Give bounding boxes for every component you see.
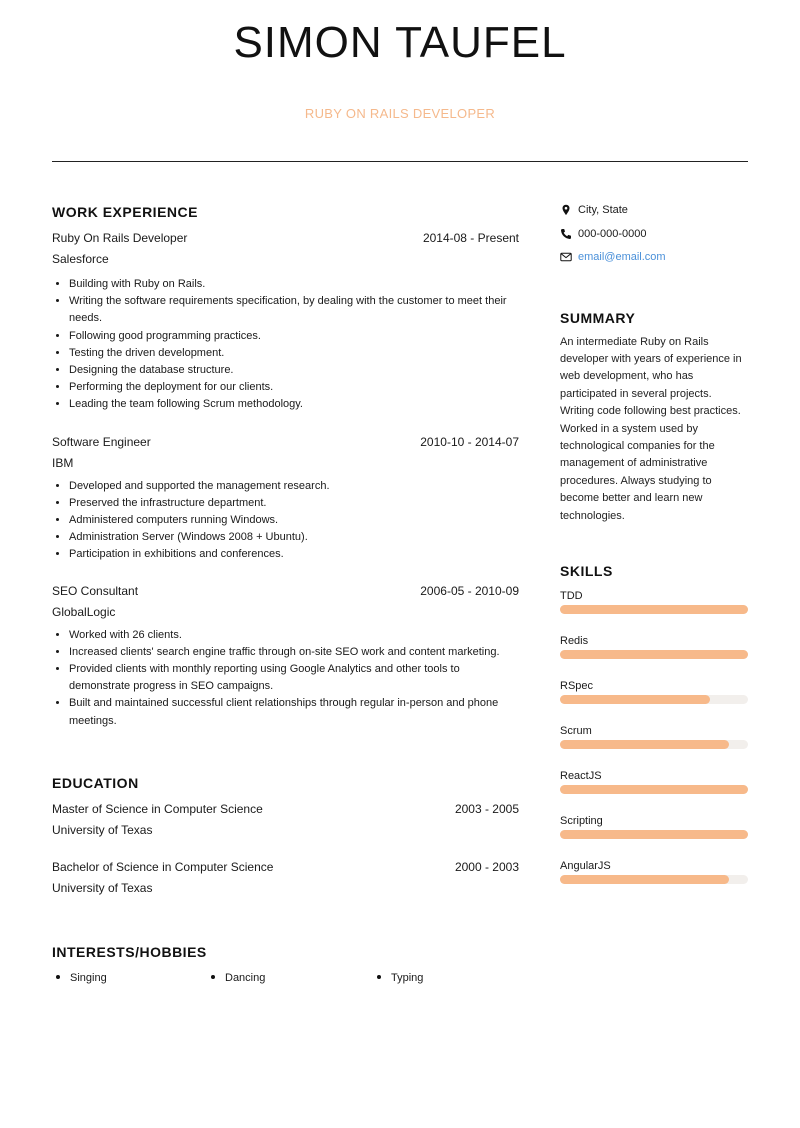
- contact-email: [560, 249, 748, 273]
- job-title: Software Engineer: [52, 434, 151, 449]
- education-entry: [52, 802, 519, 840]
- skill-item: [560, 634, 748, 679]
- job-dates: 2010-10 - 2014-07: [420, 434, 519, 449]
- bullet-dot: [377, 975, 381, 979]
- summary-heading: SUMMARY: [560, 309, 636, 326]
- skill-bar-track: [560, 695, 748, 704]
- skill-item: [560, 769, 748, 814]
- skill-bar-fill: [560, 875, 729, 884]
- degree-title: Master of Science in Computer Science: [52, 801, 263, 816]
- skill-bar-track: [560, 785, 748, 794]
- bullet-item: • Following good programming practices.: [69, 328, 519, 345]
- interest-label: Dancing: [225, 971, 266, 984]
- skill-label: Scrum: [560, 724, 592, 737]
- email-link[interactable]: email@email.com: [578, 251, 666, 263]
- location-text: City, State: [578, 204, 628, 216]
- skill-bar-fill: [560, 695, 710, 704]
- skill-label: ReactJS: [560, 769, 602, 782]
- work-experience-heading: WORK EXPERIENCE: [52, 204, 198, 220]
- job-bullets: [52, 276, 519, 414]
- bullet-item: • Designing the database structure.: [69, 362, 519, 379]
- degree-title: Bachelor of Science in Computer Science: [52, 859, 274, 874]
- bullet-item: • Built and maintained successful client relationships through regular in-person and phone meetings.: [69, 695, 519, 729]
- skill-bar-track: [560, 740, 748, 749]
- bullet-dot: [56, 975, 60, 979]
- skill-item: [560, 814, 748, 859]
- skill-label: Redis: [560, 634, 589, 647]
- skill-item: [560, 589, 748, 634]
- bullet-item: • Increased clients' search engine traffic through on-site SEO work and content marketing.: [69, 644, 519, 661]
- skills-list: [560, 589, 748, 904]
- summary-text: An intermediate Ruby on Rails developer with years of experience in web development, who has participated in several projects. Writing code following best practices. Worked in a system used by technological companies for the management of administrative procedures. Always studying to become better and learn new technologies.: [560, 335, 742, 522]
- job-entry: [52, 231, 519, 414]
- bullet-item: • Preserved the infrastructure department.: [69, 495, 519, 512]
- map-pin-icon: [560, 204, 572, 216]
- job-company: Salesforce: [52, 252, 109, 266]
- interest-label: Typing: [391, 971, 424, 984]
- job-company: IBM: [52, 455, 74, 470]
- skill-label: RSpec: [560, 679, 594, 692]
- job-title: SEO Consultant: [52, 583, 139, 598]
- skill-bar-fill: [560, 740, 729, 749]
- interest-item: [377, 972, 423, 984]
- resume-role: RUBY ON RAILS DEVELOPER: [304, 106, 496, 121]
- bullet-item: • Worked with 26 clients.: [69, 627, 519, 644]
- skill-bar-track: [560, 830, 748, 839]
- school-name: University of Texas: [52, 880, 153, 895]
- education-years: 2000 - 2003: [454, 859, 519, 874]
- bullet-item: • Administration Server (Windows 2008 + Ubuntu).: [69, 529, 519, 546]
- interest-item: [56, 972, 107, 984]
- job-entry: [52, 584, 519, 730]
- school-name: University of Texas: [52, 822, 153, 837]
- skill-bar-fill: [560, 605, 748, 614]
- job-entry: [52, 435, 519, 564]
- skill-bar-track: [560, 875, 748, 884]
- interests-list: [52, 972, 519, 992]
- job-dates: 2014-08 - Present: [422, 231, 519, 245]
- skill-label: Scripting: [560, 814, 603, 827]
- bullet-item: • Participation in exhibitions and conferences.: [69, 546, 519, 563]
- education-heading: EDUCATION: [52, 774, 139, 791]
- bullet-dot: [211, 975, 215, 979]
- skill-bar-track: [560, 605, 748, 614]
- bullet-item: • Performing the deployment for our clients.: [69, 379, 519, 396]
- interest-item: [211, 972, 265, 984]
- education-entry: [52, 860, 519, 898]
- job-bullets: [52, 478, 519, 564]
- bullet-item: • Provided clients with monthly reporting using Google Analytics and other tools to demonstrate progress in SEO campaigns.: [69, 661, 519, 695]
- skill-label: TDD: [560, 589, 583, 602]
- skill-label: AngularJS: [560, 859, 611, 872]
- phone-text: 000-000-0000: [578, 227, 647, 240]
- main-column: [52, 204, 519, 992]
- contact-location: [560, 202, 748, 226]
- skill-item: [560, 724, 748, 769]
- skills-heading: SKILLS: [560, 562, 613, 579]
- bullet-item: • Testing the driven development.: [69, 345, 519, 362]
- bullet-item: • Developed and supported the management research.: [69, 478, 519, 495]
- resume-name: SIMON TAUFEL: [233, 18, 567, 67]
- skill-bar-track: [560, 650, 748, 659]
- interests-heading: INTERESTS/HOBBIES: [52, 943, 207, 960]
- envelope-icon: [560, 251, 572, 263]
- bullet-item: • Administered computers running Windows.: [69, 512, 519, 529]
- phone-icon: [560, 228, 572, 240]
- sidebar-column: [560, 202, 748, 904]
- skill-item: [560, 859, 748, 904]
- bullet-item: • Building with Ruby on Rails.: [69, 276, 519, 293]
- skill-bar-fill: [560, 785, 748, 794]
- job-dates: 2006-05 - 2010-09: [420, 583, 519, 598]
- interest-label: Singing: [70, 971, 107, 984]
- skill-bar-fill: [560, 830, 748, 839]
- contact-phone: [560, 226, 748, 250]
- bullet-item: • Writing the software requirements specification, by dealing with the customer to meet their needs.: [69, 293, 519, 327]
- job-title: Ruby On Rails Developer: [52, 231, 188, 245]
- skill-item: [560, 679, 748, 724]
- header-divider: [52, 161, 748, 162]
- education-years: 2003 - 2005: [454, 801, 519, 816]
- skill-bar-fill: [560, 650, 748, 659]
- job-bullets: [52, 627, 519, 730]
- job-company: GlobalLogic: [52, 604, 116, 619]
- bullet-item: • Leading the team following Scrum methodology.: [69, 396, 519, 413]
